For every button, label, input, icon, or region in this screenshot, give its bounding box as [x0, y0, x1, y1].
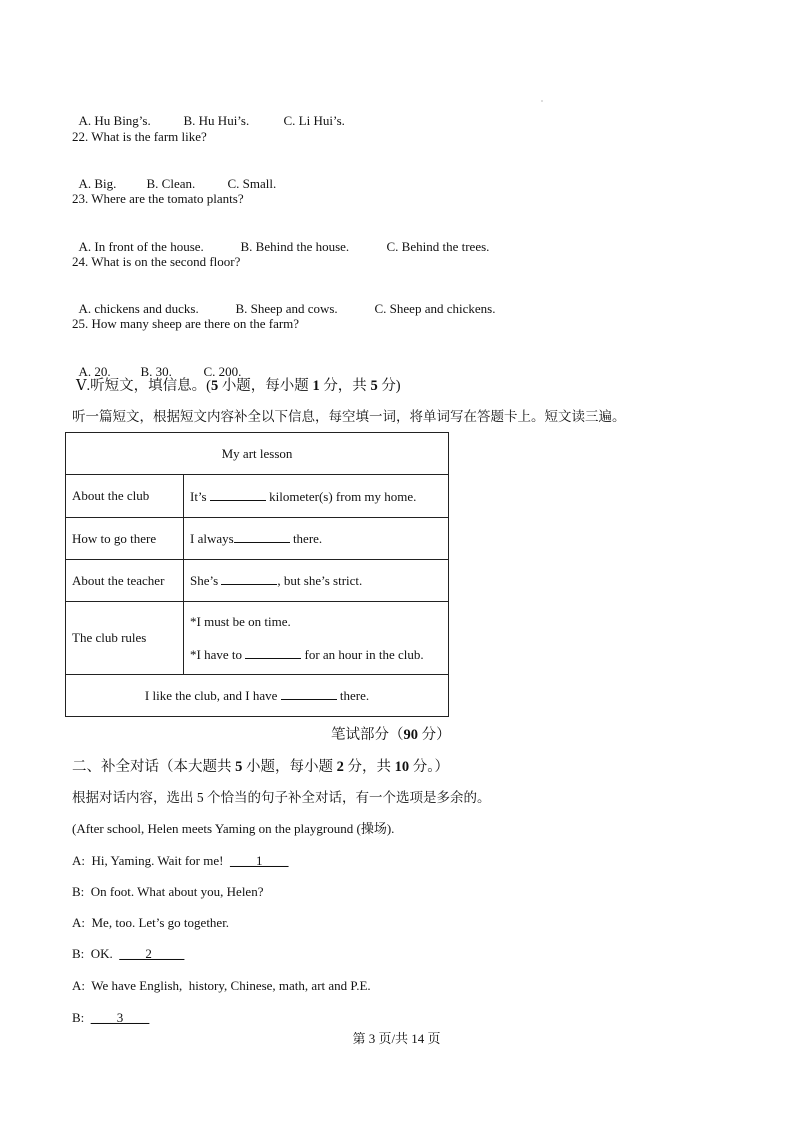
section5-heading-pre: Ⅴ.听短文，填信息。( — [76, 378, 211, 394]
blank-4 — [245, 646, 301, 659]
table-title: My art lesson — [66, 433, 449, 475]
table-row — [66, 675, 449, 717]
section5-instruction: 听一篇短文，根据短文内容补全以下信息，每空填一词，将单词写在答题卡上。短文读三遍。 — [72, 409, 626, 424]
rule-1: *I must be on time. — [190, 613, 291, 629]
q25-option-c: C. 200. — [203, 364, 242, 379]
written-part-num: 90 — [403, 727, 418, 743]
table-row — [66, 602, 449, 675]
q24-options — [72, 285, 495, 317]
travel-text-pre: I always — [190, 531, 234, 546]
dialogue-text: B: OK. — [72, 946, 120, 961]
row-content-travel — [184, 518, 449, 560]
section5-heading — [76, 378, 401, 394]
q21-options — [72, 97, 345, 129]
rule-2-pre: *I have to — [190, 646, 246, 662]
club-text-post: kilometer(s) from my home. — [265, 488, 417, 504]
dialogue-text: B: — [72, 1010, 91, 1025]
q23-question: 23. Where are the tomato plants? — [72, 191, 244, 206]
dialogue-line-3: A: Me, too. Let’s go together. — [72, 915, 230, 930]
section2-num3: 10 — [394, 759, 410, 775]
final-text-post: there. — [336, 688, 370, 703]
blank-1 — [210, 488, 266, 501]
scan-speck — [541, 100, 543, 102]
dialogue-blank-3: ____3____ — [90, 1010, 150, 1025]
q23-option-c: C. Behind the trees. — [386, 239, 490, 254]
travel-text-post: there. — [289, 531, 323, 546]
row-content-teacher — [184, 560, 449, 602]
section2-mid1: 小题，每小题 — [242, 759, 337, 775]
section5-heading-num2: 1 — [312, 378, 320, 394]
q24-question: 24. What is on the second floor? — [72, 254, 241, 269]
q25-options — [72, 348, 241, 380]
dialogue-line-2: B: On foot. What about you, Helen? — [72, 884, 264, 899]
section2-heading-pre: 二、补全对话（本大题共 — [72, 759, 236, 775]
section5-heading-mid1: 小题，每小题 — [218, 378, 313, 394]
rule-2 — [190, 646, 442, 663]
q24-option-c: C. Sheep and chickens. — [374, 301, 496, 316]
written-part-post: 分） — [418, 727, 451, 743]
q23-option-b: B. Behind the house. — [240, 239, 350, 254]
written-part-pre: 笔试部分（ — [331, 727, 404, 743]
teacher-text-post: , but she’s strict. — [277, 573, 363, 588]
row-content-rules — [184, 602, 449, 675]
q22-option-c: C. Small. — [227, 176, 277, 191]
blank-2 — [234, 530, 290, 543]
q22-option-b: B. Clean. — [146, 176, 196, 191]
q23-option-a: A. In front of the house. — [78, 239, 204, 254]
row-label-rules: The club rules — [66, 602, 184, 675]
blank-3 — [221, 572, 277, 585]
teacher-text-pre: She’s — [190, 573, 222, 588]
q21-option-c: C. Li Hui’s. — [283, 113, 345, 128]
dialogue-line-6 — [72, 1010, 149, 1026]
section2-mid2: 分，共 — [343, 759, 395, 775]
q22-option-a: A. Big. — [78, 176, 117, 191]
q21-option-b: B. Hu Hui’s. — [183, 113, 250, 128]
dialogue-line-5: A: We have English, history, Chinese, math, art and P.E. — [72, 978, 371, 993]
dialogue-line-4 — [72, 946, 184, 962]
table-row — [66, 560, 449, 602]
q22-question: 22. What is the farm like? — [72, 129, 207, 144]
dialogue-blank-1: ____1____ — [229, 853, 289, 868]
dialogue-text: A: Hi, Yaming. Wait for me! — [72, 853, 230, 868]
dialogue-line-1 — [72, 853, 288, 869]
blank-5 — [281, 687, 337, 700]
section5-heading-mid2: 分，共 — [319, 378, 371, 394]
table-row — [66, 475, 449, 518]
final-text-pre: I like the club, and I have — [144, 688, 281, 703]
section5-heading-num1: 5 — [210, 378, 219, 394]
q25-question: 25. How many sheep are there on the farm? — [72, 316, 300, 331]
row-label-travel: How to go there — [66, 518, 184, 560]
dialogue-context: (After school, Helen meets Yaming on the playground (操场). — [72, 821, 395, 836]
section2-num1: 5 — [235, 759, 243, 775]
art-lesson-table — [65, 432, 449, 717]
q23-options — [72, 223, 489, 255]
row-content-club — [184, 475, 449, 518]
dialogue-blank-2: ____2_____ — [119, 946, 185, 961]
section5-heading-num3: 5 — [370, 378, 378, 394]
section2-heading — [72, 759, 449, 775]
row-content-final — [66, 675, 449, 717]
row-label-club: About the club — [66, 475, 184, 518]
section2-instruction: 根据对话内容，选出 5 个恰当的句子补全对话，有一个选项是多余的。 — [72, 790, 491, 805]
club-text-pre: It’s — [190, 488, 210, 504]
written-part-title — [331, 727, 451, 743]
q24-option-a: A. chickens and ducks. — [78, 301, 199, 316]
q25-option-b: B. 30. — [140, 364, 172, 379]
page-footer: 第 3 页/共 14 页 — [352, 1031, 441, 1046]
rule-2-post: for an hour in the club. — [301, 646, 424, 662]
table-row — [66, 518, 449, 560]
section2-num2: 2 — [336, 759, 344, 775]
q25-option-a: A. 20. — [78, 364, 111, 379]
q21-option-a: A. Hu Bing’s. — [78, 113, 151, 128]
q24-option-b: B. Sheep and cows. — [235, 301, 338, 316]
section2-post: 分。） — [409, 759, 449, 775]
row-label-teacher: About the teacher — [66, 560, 184, 602]
section5-heading-post: 分) — [377, 378, 401, 394]
q22-options — [72, 160, 276, 192]
